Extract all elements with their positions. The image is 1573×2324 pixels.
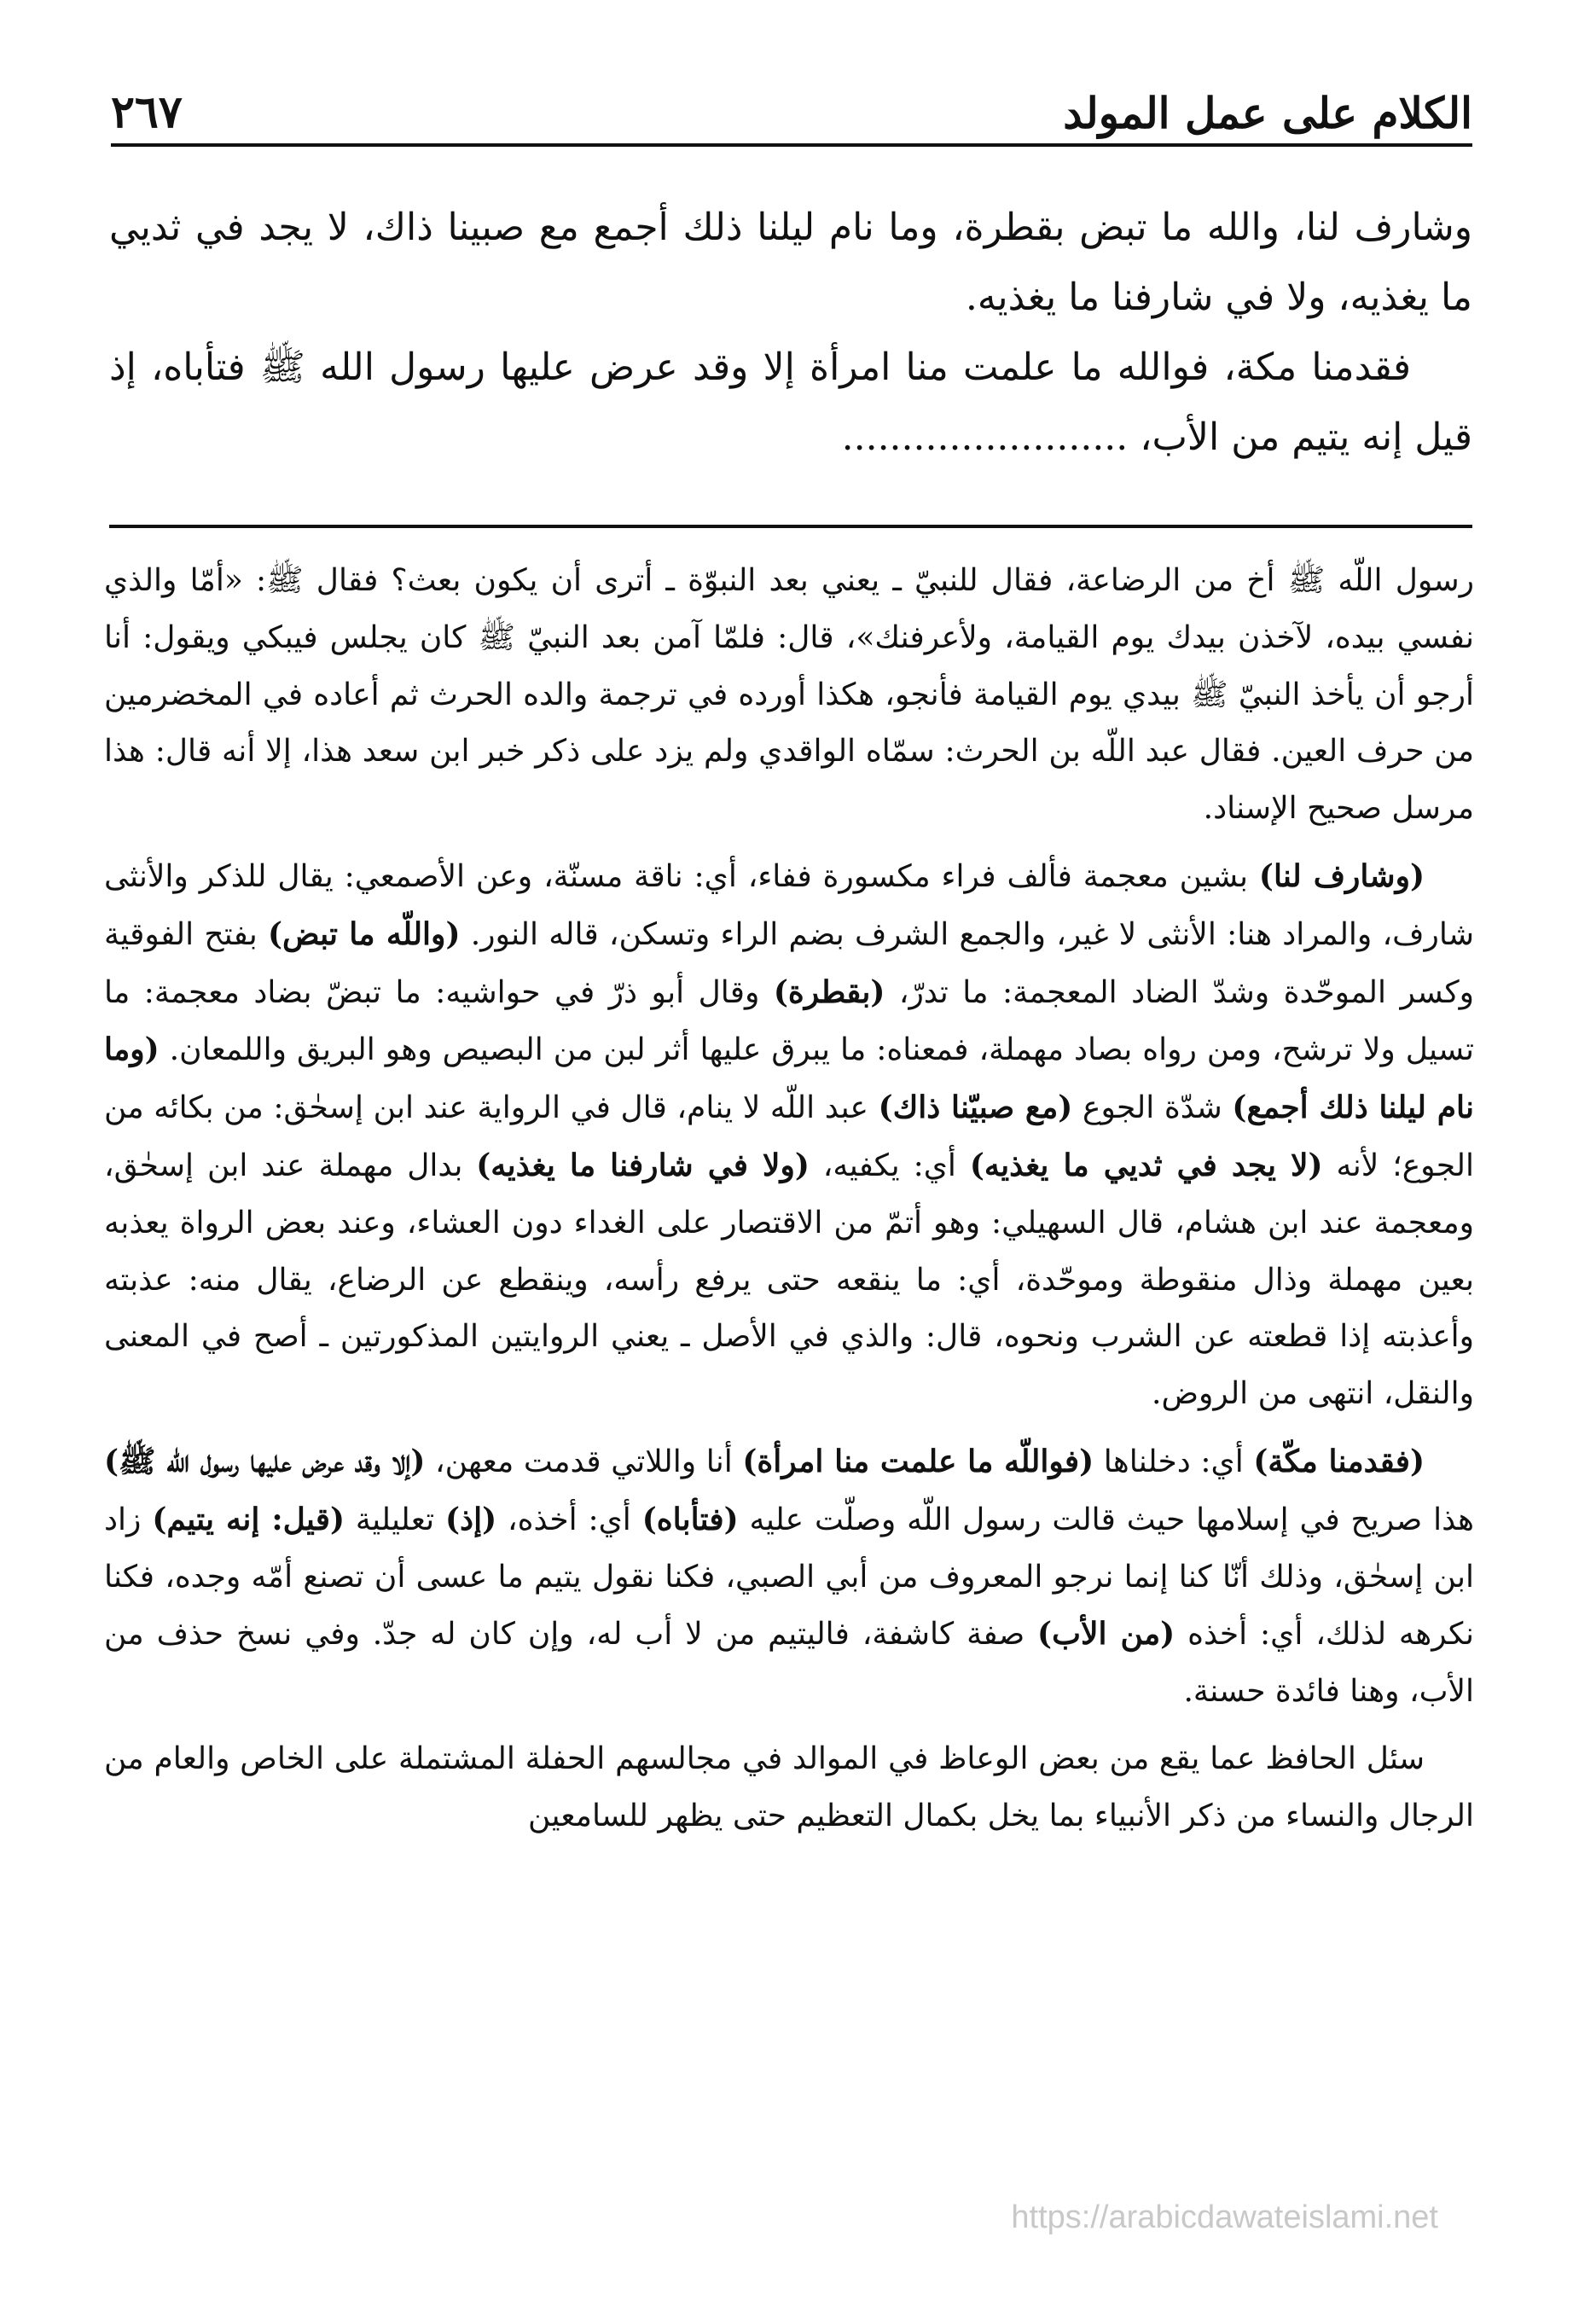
- lemma-quote: (واللّه ما تبض): [267, 915, 461, 952]
- running-title: الكلام على عمل المولد: [1063, 88, 1472, 138]
- commentary-text: سئل الحافظ عما يقع من بعض الوعاظ في الموالد في مجالسهم الحفلة المشتملة على الخاص والعام من الرجال والنساء من ذكر الأنبياء بما يخل بكمال التعظيم حتى يظهر للسامعين: [104, 1740, 1474, 1833]
- commentary-text: صفة كاشفة، فاليتيم من لا أب له، وإن كان له جدّ. وفي نسخ حذف من الأب، وهنا فائدة حسنة.: [104, 1617, 1474, 1710]
- commentary-text: شدّة الجوع: [1072, 1090, 1233, 1126]
- lemma-quote: (فقدمنا مكّة): [1253, 1443, 1425, 1479]
- lemma-quote: (فتأباه): [641, 1501, 739, 1537]
- lemma-quote: (قيل: إنه يتيم): [152, 1501, 345, 1537]
- main-paragraph: فقدمنا مكة، فوالله ما علمت منا امرأة إلا وقد عرض عليها رسول الله ﷺ فتأباه، إذ قيل إنه يتيم من الأب، ........................: [109, 346, 1472, 459]
- page-header: [111, 82, 1472, 147]
- lemma-quote: (فواللّه ما علمت منا امرأة): [742, 1443, 1094, 1479]
- lemma-quote: (مع صبيّنا ذاك): [878, 1089, 1073, 1126]
- commentary: [104, 553, 1474, 1845]
- commentary-text: زاد ابن إسحٰق، وذلك أنّا كنا إنما نرجو المعروف من أبي الصبي، فكنا نقول يتيم ما عسى أن تصنع أمّه وجده، فكنا نكرهه لذلك، أي: أخذه: [104, 1502, 1474, 1653]
- lemma-quote: (لا يجد في ثديي ما يغذيه): [969, 1147, 1323, 1183]
- commentary-text: رسول اللّه ﷺ أخ من الرضاعة، فقال للنبيّ ـ يعني بعد النبوّة ـ أترى أن يكون بعث؟ فقال ﷺ: «أمّا والذي نفسي بيده، لآخذن بيدك يوم القيامة، ولأعرفنك»، قال: فلمّا آمن بعد النبيّ ﷺ كان يجلس فيبكي ويقول: أنا أرجو أن يأخذ النبيّ ﷺ بيدي يوم القيامة فأنجو، هكذا أورده في ترجمة والده الحرث ثم أعاده في المخضرمين من حرف العين. فقال عبد اللّه بن الحرث: سمّاه الواقدي ولم يزد على ذكر خبر ابن سعد هذا، إلا أنه قال: هذا مرسل صحيح الإسناد.: [104, 563, 1474, 827]
- commentary-text: أنا واللاتي قدمت معهن،: [425, 1444, 743, 1479]
- commentary-text: وقال أبو ذرّ في حواشيه: ما تبضّ بضاد معجمة: ما تسيل ولا ترشح، ومن رواه بصاد مهملة، فمعناه: ما يبرق عليها أثر لبن من البصيص وهو البريق واللمعان.: [104, 974, 1474, 1068]
- commentary-text: بشين معجمة فألف فراء مكسورة ففاء، أي: ناقة مسنّة، وعن الأصمعي: يقال للذكر والأنثى شارف، والمراد هنا: الأنثى لا غير، والجمع الشرف بضم الراء وتسكن، قاله النور.: [104, 858, 1475, 952]
- commentary-text: هذا صريح في إسلامها حيث قالت رسول اللّه وصلّت عليه: [738, 1502, 1474, 1537]
- commentary-text: أي: يكفيه،: [809, 1147, 970, 1183]
- page-number: ٢٦٧: [111, 86, 183, 138]
- commentary-text: عبد اللّه لا ينام، قال في الرواية عند ابن إسحٰق: من بكائه من الجوع؛ لأنه: [104, 1090, 1474, 1183]
- commentary-paragraph: [104, 1433, 1474, 1721]
- main-text: [109, 193, 1472, 473]
- commentary-paragraph: [104, 848, 1474, 1423]
- watermark-url: https://arabicdawateislami.net: [1011, 2199, 1438, 2235]
- commentary-text: بدال مهملة عند ابن إسحٰق، ومعجمة عند ابن هشام، قال السهيلي: وهو أتمّ من الاقتصار على الغداء دون العشاء، وعند بعض الرواة يعذبه بعين مهملة وذال منقوطة وموحّدة، أي: ما ينقعه حتى يرفع رأسه، وينقطع عن الرضاع، يقال منه: عذبته وأعذبته إذا قطعته عن الشرب ونحوه، قال: والذي في الأصل ـ يعني الروايتين المذكورتين ـ أصح في المعنى والنقل، انتهى من الروض.: [104, 1147, 1475, 1412]
- commentary-text: أي: دخلناها: [1094, 1444, 1254, 1479]
- commentary-paragraph: [104, 1731, 1474, 1845]
- commentary-text: أي: أخذه،: [496, 1502, 642, 1537]
- footnote-divider: [109, 525, 1472, 528]
- lemma-quote: (ولا في شارفنا ما يغذيه): [476, 1147, 810, 1183]
- lemma-quote: (بقطرة): [773, 973, 885, 1010]
- lemma-quote: (وشارف لنا): [1258, 857, 1425, 894]
- lemma-quote: (من الأب): [1037, 1616, 1175, 1653]
- main-paragraph: وشارف لنا، والله ما تبض بقطرة، وما نام ليلنا ذلك أجمع مع صبينا ذاك، لا يجد في ثديي ما يغذيه، ولا في شارفنا ما يغذيه.: [109, 206, 1472, 319]
- lemma-quote: (وما نام ليلنا ذلك أجمع): [104, 1031, 1474, 1126]
- lemma-quote: (إذ): [445, 1501, 497, 1537]
- commentary-text: بفتح الفوقية وكسر الموحّدة وشدّ الضاد المعجمة: ما تدرّ،: [104, 916, 1474, 1010]
- lemma-quote: (إلا وقد عرض عليها رسول اللّه ﷺ): [104, 1443, 426, 1479]
- commentary-text: تعليلية: [344, 1502, 445, 1537]
- commentary-paragraph: [104, 553, 1474, 838]
